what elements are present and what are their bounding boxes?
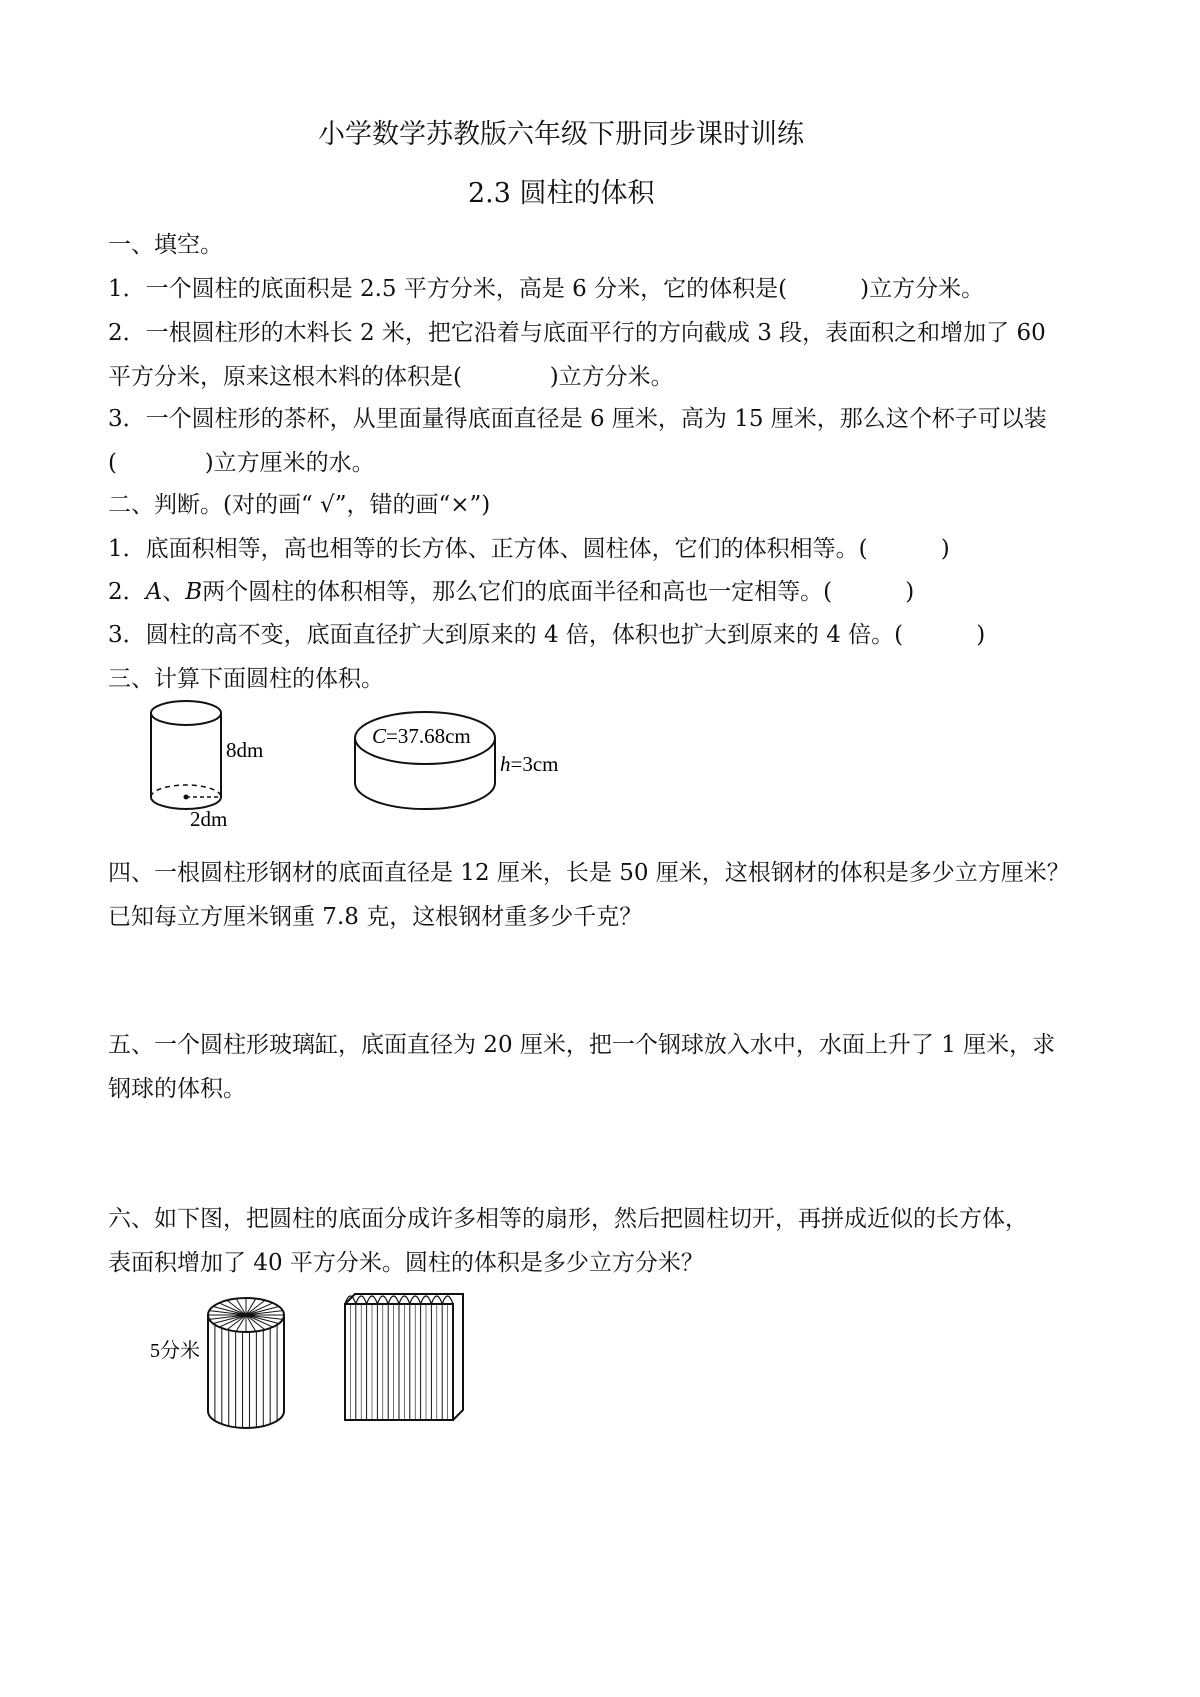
question-number: 2． [108, 579, 146, 605]
sector-arc [431, 1296, 442, 1304]
section6-line-2: 表面积增加了 40 平方分米。圆柱的体积是多少立方分米？ [108, 1250, 704, 1276]
cylinder-top [151, 701, 221, 725]
cylinder-base [208, 1411, 284, 1428]
section2-question-2 [108, 577, 914, 607]
page-title: 小学数学苏教版六年级下册同步课时训练 [318, 119, 804, 150]
question-text: 两个圆柱的体积相等，那么它们的底面半径和高也一定相等。( ) [202, 579, 915, 605]
height-variable: h [500, 752, 511, 776]
section1-question-3-line1: 3．一个圆柱形的茶杯，从里面量得底面直径是 6 厘米，高为 15 厘米，那么这个杯子可以装 [108, 406, 1047, 432]
rearranged-cuboid [345, 1294, 463, 1420]
section1-question-2-line2: 平方分米，原来这根木料的体积是( )立方分米。 [108, 364, 674, 390]
section5-line-2: 钢球的体积。 [108, 1076, 246, 1102]
section2-heading: 二、判断。(对的画“ √”，错的画“×”) [108, 492, 491, 518]
sector-arc [399, 1296, 410, 1304]
section2-question-1: 1．底面积相等，高也相等的长方体、正方体、圆柱体，它们的体积相等。( ) [108, 536, 950, 562]
circumference-value: =37.68cm [386, 724, 471, 748]
section4-line-2: 已知每立方厘米钢重 7.8 克，这根钢材重多少千克？ [108, 904, 643, 930]
separator: 、 [162, 579, 186, 605]
circumference-label [372, 724, 471, 748]
height-label: 8dm [226, 738, 264, 762]
section2-question-3: 3．圆柱的高不变，底面直径扩大到原来的 4 倍，体积也扩大到原来的 4 倍。( ) [108, 622, 986, 648]
cylinder-figure-2 [350, 705, 590, 820]
section1-question-3-line2: ( )立方厘米的水。 [108, 450, 375, 476]
section4-line-1: 四、一根圆柱形钢材的底面直径是 12 厘米，长是 50 厘米，这根钢材的体积是多少立方厘米？ [108, 860, 1070, 886]
height-label: 5分米 [150, 1340, 200, 1362]
sector-arc [356, 1296, 367, 1304]
cylinder-figure-1 [140, 695, 280, 835]
cylinder-base-front [355, 783, 495, 809]
sector-arc [388, 1296, 399, 1304]
sector-arc [421, 1296, 432, 1304]
section3-heading: 三、计算下面圆柱的体积。 [108, 666, 384, 692]
sector-arc [367, 1296, 378, 1304]
section6-line-1: 六、如下图，把圆柱的底面分成许多相等的扇形，然后把圆柱切开，再拼成近似的长方体， [108, 1206, 1028, 1232]
lesson-title: 2.3 圆柱的体积 [468, 178, 655, 209]
center-dot [184, 795, 189, 800]
section1-heading: 一、填空。 [108, 232, 223, 258]
circumference-variable: C [372, 724, 387, 748]
sector-arc [410, 1296, 421, 1304]
diameter-label: 2dm [190, 807, 228, 831]
sector-arc [442, 1296, 453, 1304]
sliced-cylinder [208, 1298, 284, 1428]
height-label [500, 752, 559, 776]
cuboid-depth [345, 1294, 463, 1420]
variable-a: A [145, 579, 163, 605]
variable-b: B [185, 579, 203, 605]
section5-line-1: 五、一个圆柱形玻璃缸，底面直径为 20 厘米，把一个钢球放入水中，水面上升了 1 厘米，求 [108, 1032, 1056, 1058]
height-value: =3cm [510, 752, 559, 776]
sliced-cylinder-figure [140, 1285, 320, 1440]
section1-question-1: 1．一个圆柱的底面积是 2.5 平方分米，高是 6 分米，它的体积是( )立方分米。 [108, 276, 985, 302]
rearranged-cuboid-figure [335, 1290, 475, 1440]
sector-arc [377, 1296, 388, 1304]
section1-question-2-line1: 2．一根圆柱形的木料长 2 米，把它沿着与底面平行的方向截成 3 段，表面积之和增加了 60 [108, 320, 1046, 346]
